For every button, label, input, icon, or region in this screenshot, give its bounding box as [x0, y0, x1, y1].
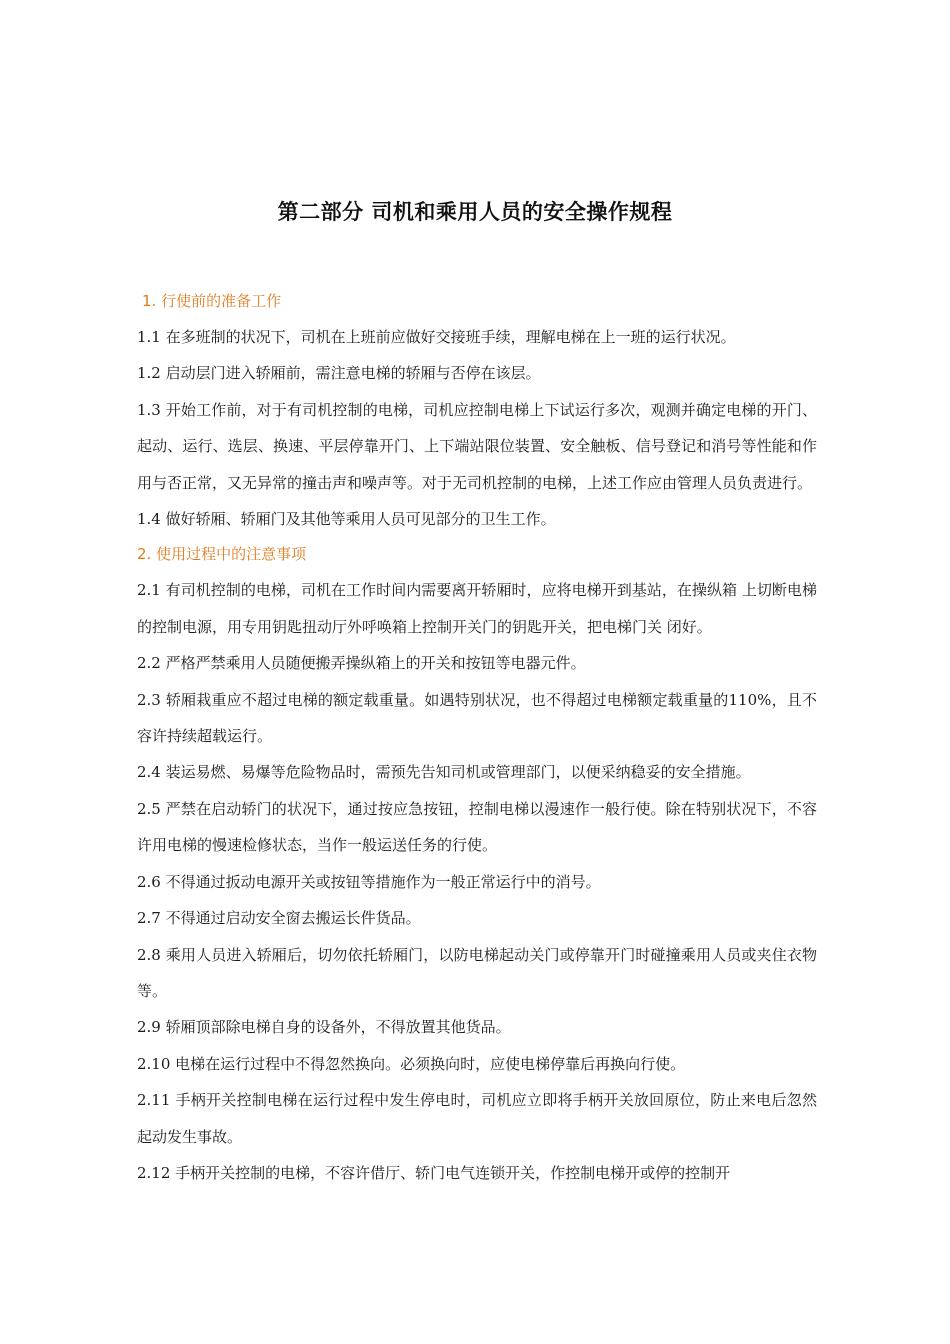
paragraph-1-1: 1.1 在多班制的状况下，司机在上班前应做好交接班手续，理解电梯在上一班的运行状况。: [137, 328, 736, 346]
paragraph-2-2: 2.2 严格严禁乘用人员随便搬弄操纵箱上的开关和按钮等电器元件。: [137, 654, 586, 673]
section-heading-preparation: 1. 行使前的准备工作: [142, 292, 282, 310]
paragraph-2-4: 2.4 装运易燃、易爆等危险物品时，需预先告知司机或管理部门，以便采纳稳妥的安全措施。: [137, 763, 751, 782]
paragraph-1-4: 1.4 做好轿厢、轿厢门及其他等乘用人员可见部分的卫生工作。: [137, 510, 556, 529]
paragraph-1-3: 1.3 开始工作前，对于有司机控制的电梯，司机应控制电梯上下试运行多次，观测并确定电梯的开门、起动、运行、选层、换速、平层停靠开门、上下端站限位装置、安全触板、信号登记和消号等性能和作用与否正常，又无异常的撞击声和噪声等。对于无司机控制的电梯，上述工作应由管理人员负责进行。: [137, 400, 817, 492]
paragraph-1-2: 1.2 启动层门进入轿厢前，需注意电梯的轿厢与否停在该层。: [137, 364, 541, 383]
paragraph-2-12: 2.12 手柄开关控制的电梯，不容许借厅、轿门电气连锁开关，作控制电梯开或停的控制开: [137, 1163, 731, 1182]
document-body: [137, 284, 817, 1191]
paragraph-2-8: 2.8 乘用人员进入轿厢后，切勿依托轿厢门，以防电梯起动关门或停靠开门时碰撞乘用人员或夹住衣物等。: [137, 945, 817, 1000]
paragraph-2-11: 2.11 手柄开关控制电梯在运行过程中发生停电时，司机应立即将手柄开关放回原位，防止来电后忽然起动发生事故。: [137, 1091, 817, 1146]
paragraph-2-7: 2.7 不得通过启动安全窗去搬运长件货品。: [137, 909, 421, 928]
paragraph-2-3: 2.3 轿厢栽重应不超过电梯的额定载重量。如遇特别状况，也不得超过电梯额定载重量的110%，且不容许持续超载运行。: [137, 690, 817, 746]
paragraph-2-9: 2.9 轿厢顶部除电梯自身的设备外，不得放置其他货品。: [137, 1018, 511, 1037]
page-title: 第二部分 司机和乘用人员的安全操作规程: [277, 200, 673, 224]
paragraph-2-6: 2.6 不得通过扳动电源开关或按钮等措施作为一般正常运行中的消号。: [137, 872, 601, 891]
paragraph-2-1: 2.1 有司机控制的电梯，司机在工作时间内需要离开轿厢时，应将电梯开到基站，在操纵箱 上切断电梯的控制电源，用专用钥匙扭动厅外呼唤箱上控制开关门的钥匙开关，把电梯门关 闭好。: [137, 581, 817, 636]
paragraph-2-5: 2.5 严禁在启动轿门的状况下，通过按应急按钮，控制电梯以漫速作一般行使。除在特别状况下，不容许用电梯的慢速检修状态，当作一般运送任务的行使。: [137, 799, 817, 855]
paragraph-2-10: 2.10 电梯在运行过程中不得忽然换向。必须换向时，应使电梯停靠后再换向行使。: [137, 1054, 686, 1073]
section-heading-usage-notes: 2. 使用过程中的注意事项: [137, 545, 307, 564]
